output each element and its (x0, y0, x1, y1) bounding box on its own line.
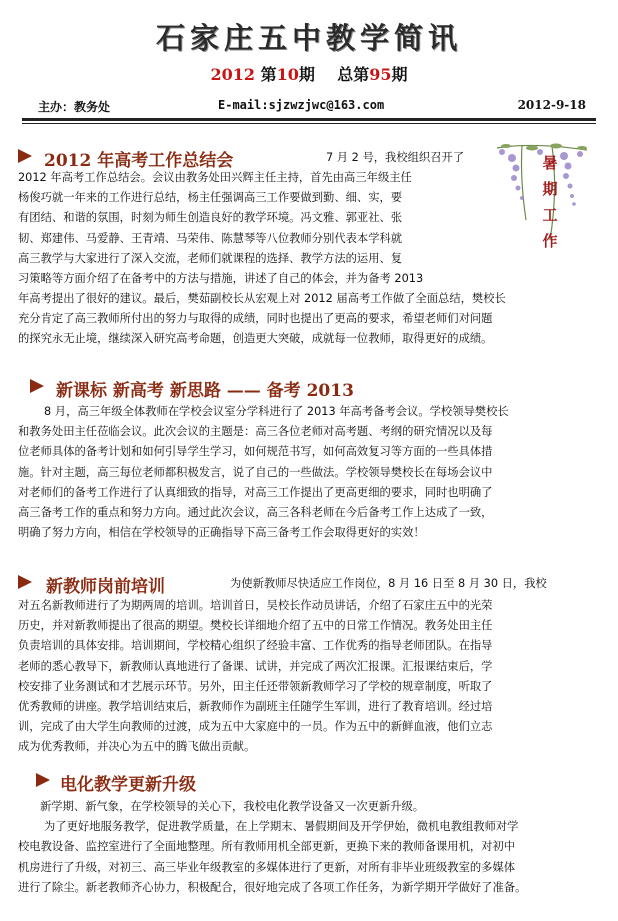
text-line: 训，完成了由大学生向教师的过渡，成为五中大家庭中的一员。作为五中的新鲜血液，他们立志 (18, 720, 493, 734)
text-line: 进行了除尘。新老教师齐心协力，积极配合，很好地完成了各项工作任务，为新学期开学做好了准备。 (18, 880, 527, 894)
text-line: 新学期、新气象，在学校领导的关心下，我校电化教学设备又一次更新升级。 (40, 800, 425, 813)
issue-year: 2012 (210, 65, 256, 84)
decor-char: 工 (542, 206, 558, 224)
article-paragraph (18, 596, 598, 758)
issue-number: 10 (276, 65, 299, 84)
article-paragraph (18, 168, 496, 289)
arrow-bullet-icon (30, 379, 44, 393)
contact-email[interactable]: E-mail:sjzwzjwc@163.com (218, 98, 385, 112)
total-no-prefix: 总第 (337, 65, 370, 84)
decor-char: 作 (542, 232, 558, 250)
text-line: 韧、郑建伟、马爱静、王青靖、马荣伟、陈慧琴等八位教师分别代表本学科就 (18, 231, 403, 245)
decor-char: 期 (542, 180, 558, 198)
text-line: 机房进行了升级，对初三、高三毕业年级教室的多媒体进行了更新，对所有非毕业班级教室的多媒体 (18, 860, 516, 874)
text-line: 位老师具体的备考计划和如何引导学生学习，如何规范书写，如何高效复习等方面的一些具体措 (18, 445, 493, 459)
text-line: 校安排了业务测试和才艺展示环节。另外，田主任还带领新教师学习了学校的规章制度，听取了 (18, 679, 493, 693)
text-line: 为使新教师尽快适应工作岗位，8 月 16 日至 8 月 30 日，我校 (230, 577, 547, 590)
article-paragraph (18, 402, 598, 543)
article-paragraph (18, 797, 598, 898)
article-av-upgrade (18, 770, 600, 794)
header-rule-thin (22, 123, 596, 124)
text-line: 高三教学与大家进行了深入交流，老师们就课程的选择、教学方法的运用、复 (18, 251, 403, 265)
text-line: 老师的悉心教导下，新教师认真地进行了备课、试讲，并完成了两次汇报课。汇报课结束后，学 (18, 659, 493, 673)
issue-date: 2012-9-18 (517, 98, 586, 112)
article-title: 新课标 新高考 新思路 —— 备考 2013 (56, 381, 354, 401)
text-line: 校电教设备、监控室进行了全面地整理。所有教师用机全部更新，更换下来的教师备课用机，对初中 (18, 840, 516, 854)
article-paragraph (18, 289, 598, 350)
text-line: 高三备考工作的重点和努力方向。通过此次会议，高三各科老师在今后备考工作上达成了一致， (18, 506, 493, 520)
arrow-bullet-icon (18, 575, 32, 589)
article-paragraph-line (230, 574, 598, 594)
article-heading (18, 146, 600, 170)
host-label: 主办：教务处 (38, 100, 111, 114)
arrow-bullet-icon (36, 773, 50, 787)
text-line: 成为优秀教师，并决心为五中的腾飞做出贡献。 (18, 740, 256, 754)
header-rule-thick (22, 118, 596, 121)
text-line: 明确了努力方向，相信在学校领导的正确指导下高三备考工作会取得更好的实效！ (18, 526, 425, 540)
text-line: 充分肯定了高三教师所付出的努力与取得的成绩，同时也提出了更高的要求，希望老师们对问题 (18, 312, 493, 326)
total-no-suffix: 期 (391, 65, 408, 84)
decor-char: 暑 (542, 154, 558, 172)
newsletter-title: 石家庄五中教学简讯 (155, 21, 462, 55)
issue-no-suffix: 期 (298, 65, 315, 84)
text-line: 年高考提出了很好的建议。最后，樊茹副校长从宏观上对 2012 届高考工作做了全面总结，樊校长 (18, 292, 506, 305)
text-line: 负责培训的具体安排。培训期间，学校精心组织了经验丰富、工作优秀的指导老师团队。在指导 (18, 639, 493, 653)
text-line: 优秀教师的讲座。教学培训结束后，新教师作为副班主任随学生军训，进行了教育培训。经过培 (18, 700, 493, 714)
article-heading (18, 376, 600, 400)
issue-line (0, 62, 618, 85)
text-line: 和教务处田主任莅临会议。此次会议的主题是：高三各位老师对高考题、考纲的研究情况以及每 (18, 425, 493, 439)
text-line: 7 月 2 号，我校组织召开了 (326, 151, 465, 164)
arrow-bullet-icon (18, 149, 32, 163)
masthead-info-row (30, 98, 586, 116)
text-line: 施。针对主题，高三每位老师都积极发言，说了自己的一些做法。学校领导樊校长在每场会议中 (18, 465, 493, 479)
article-gaokao-summary (18, 146, 600, 170)
text-line: 2012 年高考工作总结会。会议由教务处田兴辉主任主持，首先由高三年级主任 (18, 171, 412, 184)
text-line: 对老师们的备考工作进行了认真细致的指导，对高三工作提出了更高更细的要求，同时也明确了 (18, 485, 493, 499)
text-line: 8 月，高三年级全体教师在学校会议室分学科进行了 2013 年高考备考会议。学校领导樊校长 (44, 405, 509, 418)
text-line: 习策略等方面介绍了在备考中的方法与措施，讲述了自己的体会，并为备考 2013 (18, 272, 424, 286)
text-line: 有团结、和谐的氛围，时刻为师生创造良好的教学环境。冯文雅、郭亚社、张 (18, 211, 403, 225)
text-line: 为了更好地服务教学，促进教学质量，在上学期末、暑假期间及开学伊始，微机电教组教师对学 (44, 820, 519, 834)
text-line: 的探究永无止境，继续深入研究高考命题，创造更大突破，成就每一位教师，取得更好的成绩。 (18, 332, 493, 346)
article-title: 2012 年高考工作总结会 (44, 151, 234, 171)
total-issue-number: 95 (369, 65, 392, 84)
text-line: 杨俊巧就一年来的工作进行总结，杨主任强调高三工作要做到勤、细、实，要 (18, 191, 403, 205)
article-title: 新教师岗前培训 (46, 577, 165, 597)
issue-no-prefix: 第 (260, 65, 277, 84)
text-line: 历史，并对新教师提出了很高的期望。樊校长详细地介绍了五中的日常工作情况。教务处田主任 (18, 619, 493, 633)
article-exam-prep (18, 376, 600, 400)
article-paragraph-line (326, 148, 496, 168)
article-heading (18, 770, 600, 794)
article-title: 电化教学更新升级 (60, 775, 196, 795)
text-line: 对五名新教师进行了为期两周的培训。培训首日，吴校长作动员讲话，介绍了石家庄五中的光荣 (18, 599, 493, 612)
